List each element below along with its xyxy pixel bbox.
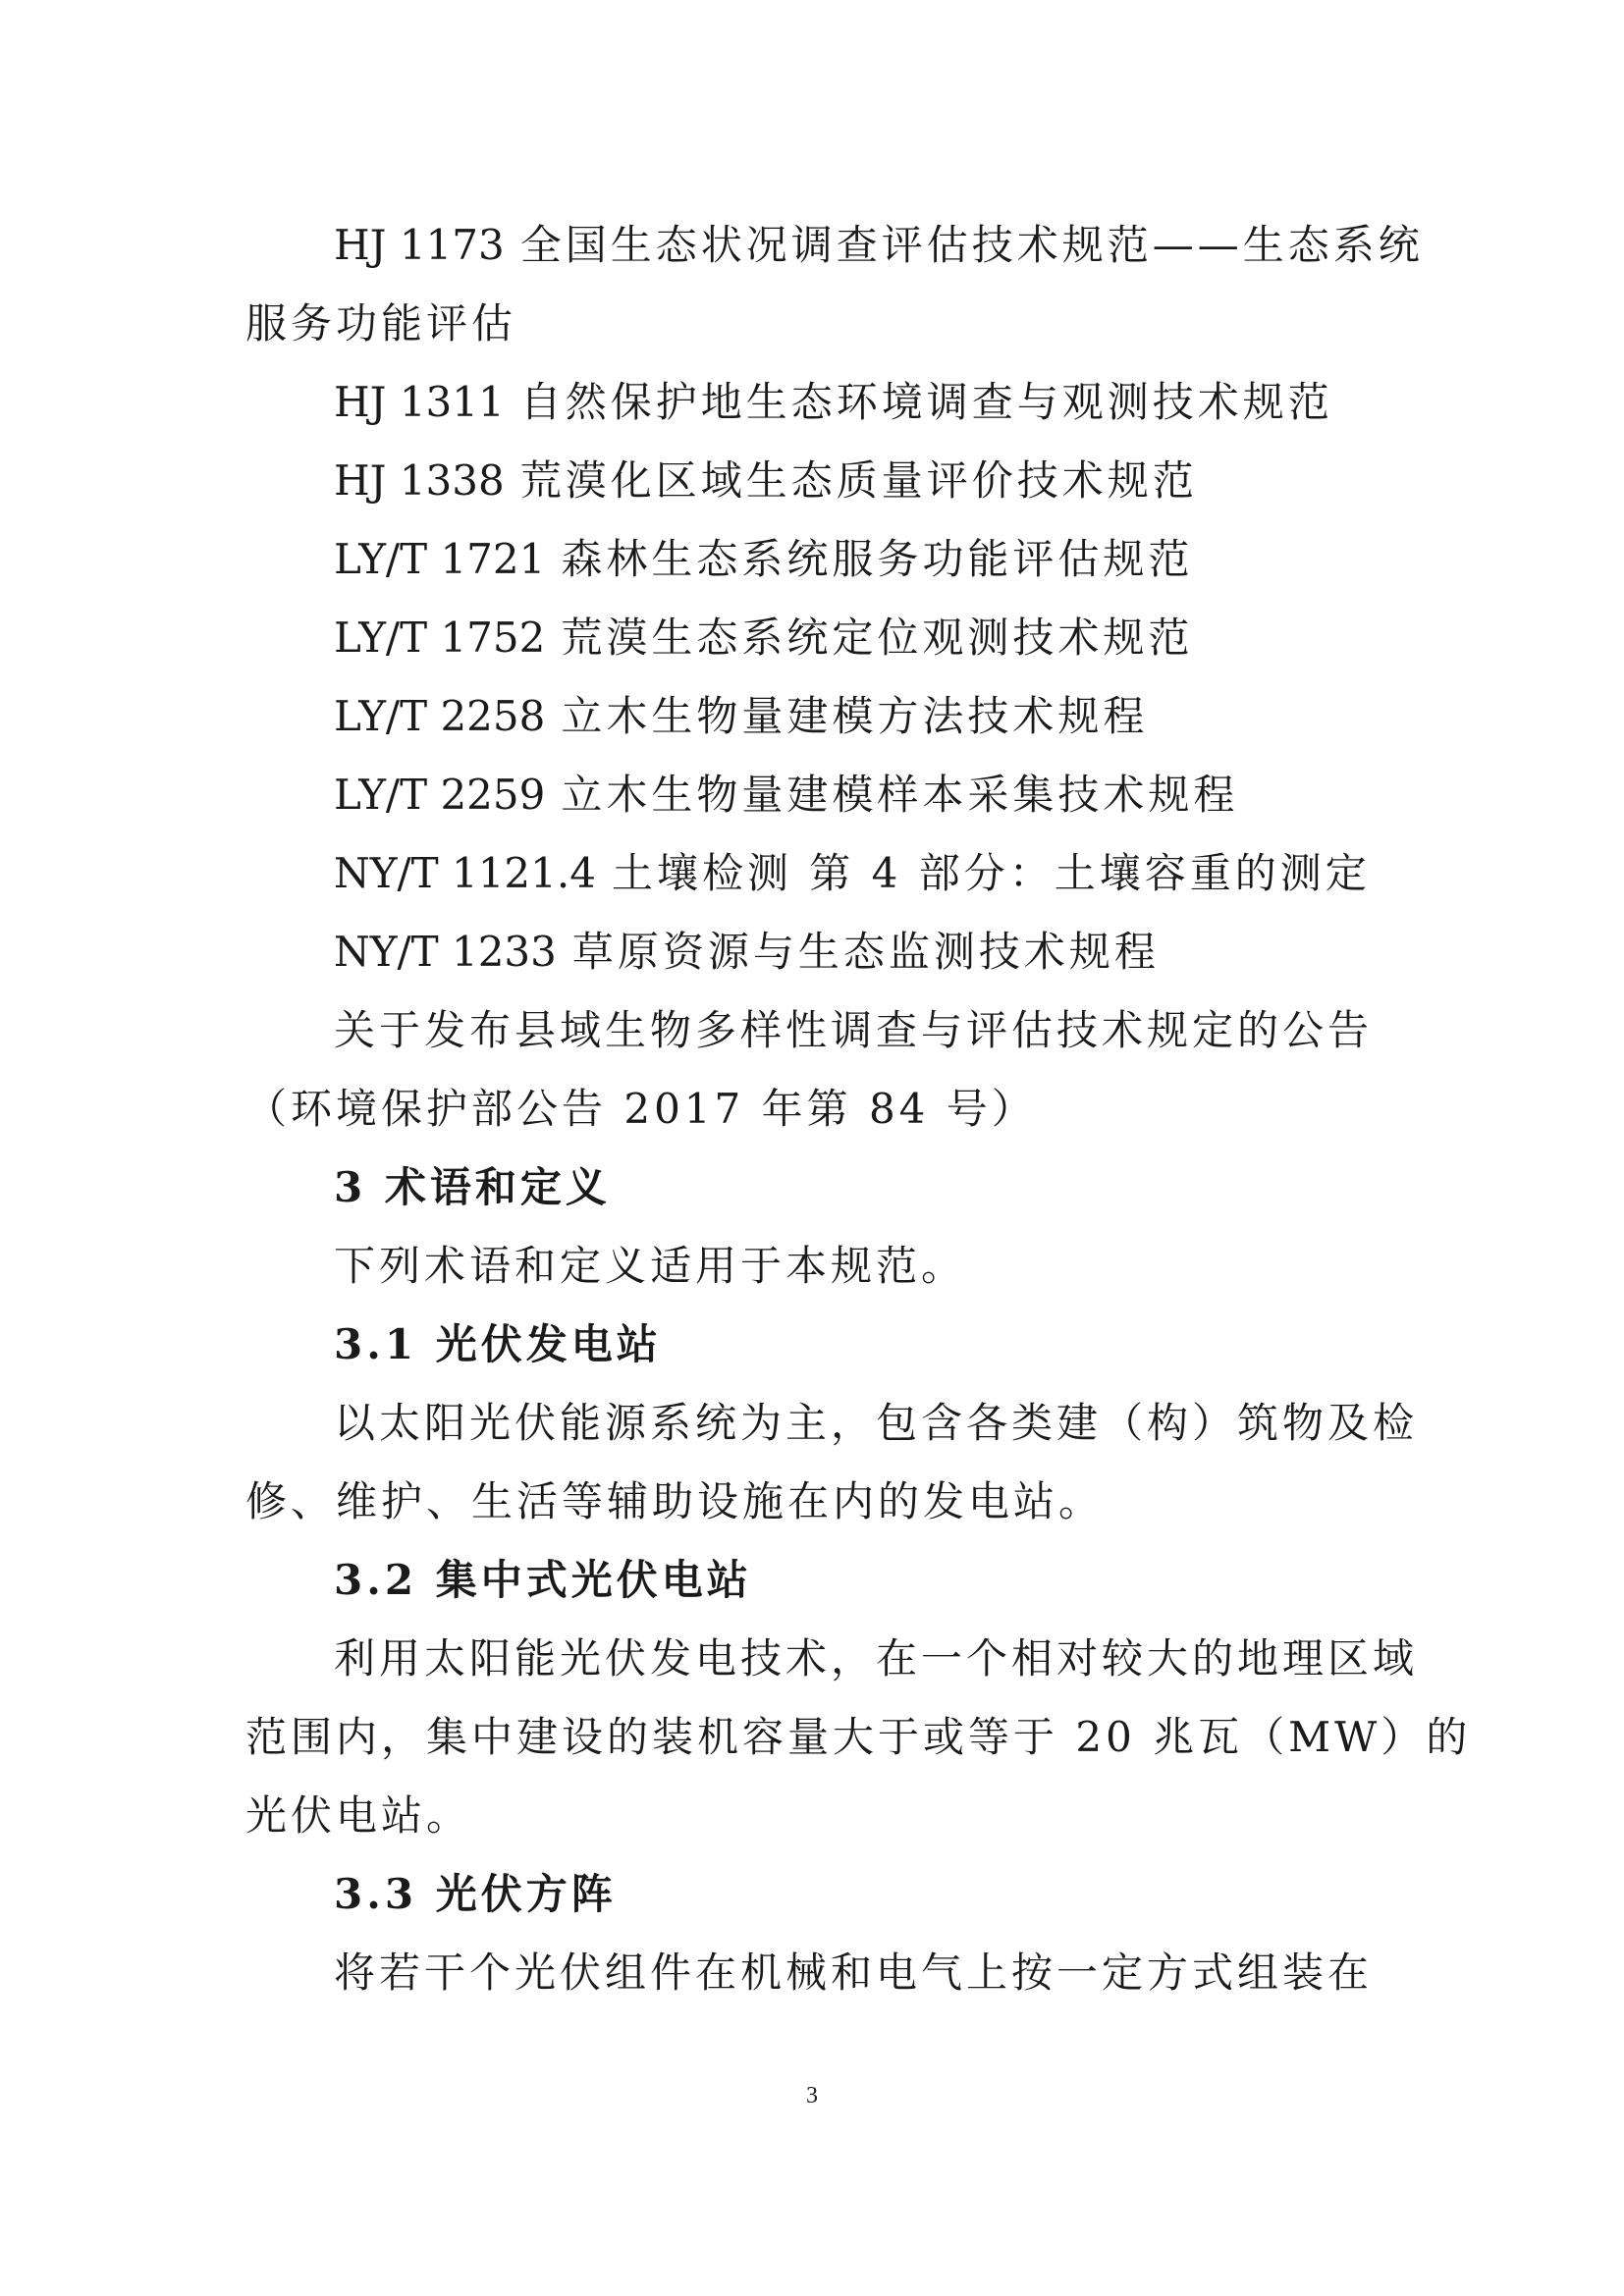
reference-code: NY/T 1233 (334, 928, 557, 976)
reference-item (334, 216, 1424, 275)
reference-item (334, 609, 1193, 667)
reference-code: HJ 1173 (334, 221, 505, 269)
term-definition: 修、维护、生活等辅助设施在内的发电站。 (245, 1477, 1105, 1525)
reference-code: LY/T 1721 (334, 535, 546, 583)
reference-title: 土壤检测 第 4 部分：土壤容重的测定 (611, 849, 1371, 897)
page-number: 3 (806, 2083, 818, 2109)
reference-code: HJ 1338 (334, 456, 505, 505)
reference-title: 草原资源与生态监测技术规程 (571, 928, 1160, 976)
term-definition: 将若干个光伏组件在机械和电气上按一定方式组装在 (334, 1949, 1374, 1997)
term-definition: 以太阳光伏能源系统为主，包含各类建（构）筑物及检 (334, 1399, 1419, 1447)
reference-item (334, 844, 1371, 903)
reference-title: 荒漠生态系统定位观测技术规范 (561, 614, 1194, 662)
reference-title: 立木生物量建模方法技术规程 (561, 692, 1149, 740)
term-heading: 3.2 集中式光伏电站 (334, 1556, 752, 1604)
announcement-line: 关于发布县域生物多样性调查与评估技术规定的公告 (334, 1006, 1374, 1054)
reference-item-continuation: 服务功能评估 (245, 299, 517, 347)
reference-title: 自然保护地生态环境调查与观测技术规范 (519, 378, 1333, 426)
reference-title: 立木生物量建模样本采集技术规程 (561, 771, 1239, 819)
reference-title: 荒漠化区域生态质量评价技术规范 (519, 456, 1198, 505)
reference-code: LY/T 1752 (334, 614, 546, 662)
term-definition: 光伏电站。 (245, 1791, 472, 1840)
term-heading: 3.1 光伏发电站 (334, 1320, 662, 1368)
term-definition: 利用太阳能光伏发电技术，在一个相对较大的地理区域 (334, 1634, 1419, 1682)
reference-title: 森林生态系统服务功能评估规范 (561, 535, 1194, 583)
reference-code: LY/T 2258 (334, 692, 546, 740)
reference-item (334, 687, 1148, 746)
section-heading: 3 术语和定义 (334, 1163, 611, 1211)
term-definition: 范围内，集中建设的装机容量大于或等于 20 兆瓦（MW）的 (245, 1713, 1472, 1761)
reference-item (334, 373, 1333, 432)
reference-code: HJ 1311 (334, 378, 505, 426)
section-intro: 下列术语和定义适用于本规范。 (334, 1242, 967, 1290)
reference-item (334, 923, 1160, 982)
reference-code: NY/T 1121.4 (334, 849, 596, 897)
reference-item (334, 452, 1198, 510)
term-heading: 3.3 光伏方阵 (334, 1870, 617, 1918)
reference-item (334, 530, 1193, 589)
reference-code: LY/T 2259 (334, 771, 546, 819)
reference-item (334, 766, 1238, 825)
reference-title: 全国生态状况调查评估技术规范——生态系统 (519, 221, 1424, 269)
announcement-line: （环境保护部公告 2017 年第 84 号） (245, 1085, 1037, 1133)
